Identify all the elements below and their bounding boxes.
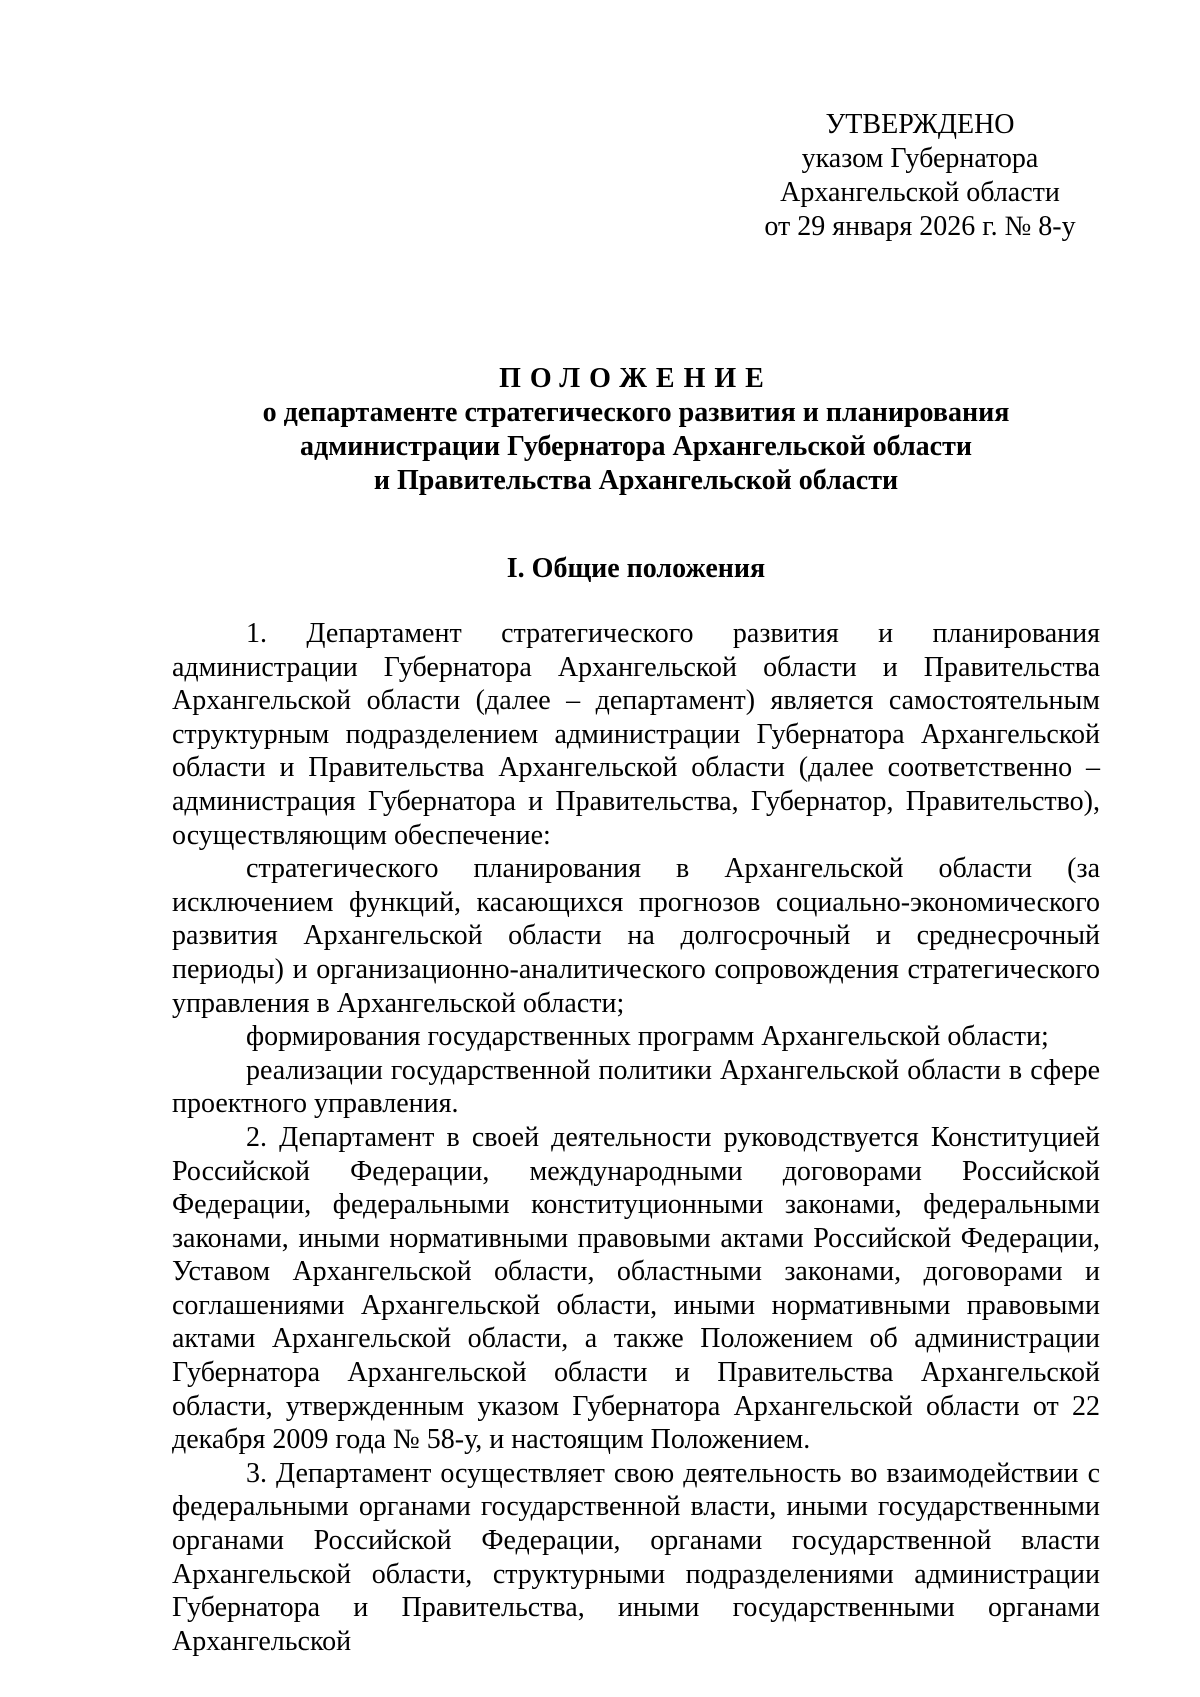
approval-stamp-block (700, 108, 1140, 244)
paragraph: реализации государственной политики Архангельской области в сфере проектного управления. (172, 1054, 1100, 1120)
paragraph: 1. Департамент стратегического развития и планирования администрации Губернатора Архангельской области и Правительства Архангельской области (далее – департамент) является самостоятельным структурным подразделением администрации Губернатора Архангельской области и Правительства Архангельской области (далее соответственно – администрация Губернатора и Правительства, Губернатор, Правительство), осуществляющим обеспечение: (172, 618, 1100, 851)
document-heading: ПОЛОЖЕНИЕ (499, 363, 773, 394)
approval-date-number: от 29 января 2026 г. № 8-у (764, 211, 1076, 242)
paragraph: 2. Департамент в своей деятельности руководствуется Конституцией Российской Федерации, международными договорами Российской Федерации, федеральными конституционными законами, федеральными законами, иными нормативными правовыми актами Российской Федерации, Уставом Архангельской области, областными законами, договорами и соглашениями Архангельской области, иными нормативными правовыми актами Архангельской области, а также Положением об администрации Губернатора Архангельской области и Правительства Архангельской области, утвержденным указом Губернатора Архангельской области от 22 декабря 2009 года № 58-у, и настоящим Положением. (172, 1121, 1100, 1456)
paragraph: стратегического планирования в Архангельской области (за исключением функций, касающихся прогнозов социально-экономического развития Архангельской области на долгосрочный и среднесрочный периоды) и организационно-аналитического сопровождения стратегического управления в Архангельской области; (172, 853, 1100, 1019)
document-subtitle-line-3: и Правительства Архангельской области (373, 465, 899, 496)
document-title-block (172, 362, 1100, 498)
document-subtitle-line-2: администрации Губернатора Архангельской области (300, 431, 972, 462)
document-subtitle-line-1: о департаменте стратегического развития и планирования (262, 397, 1010, 428)
paragraph: 3. Департамент осуществляет свою деятельность во взаимодействии с федеральными органами государственной власти, иными государственными органами Российской Федерации, органами государственной власти Архангельской области, структурными подразделениями администрации Губернатора и Правительства, иными государственными органами Архангельской (172, 1457, 1100, 1657)
approval-region: Архангельской области (780, 177, 1060, 208)
approval-status: УТВЕРЖДЕНО (825, 109, 1015, 140)
paragraph: формирования государственных программ Архангельской области; (246, 1021, 1049, 1053)
document-body (172, 617, 1100, 1658)
approval-issuer: указом Губернатора (801, 143, 1039, 174)
section-title: I. Общие положения (506, 553, 766, 584)
